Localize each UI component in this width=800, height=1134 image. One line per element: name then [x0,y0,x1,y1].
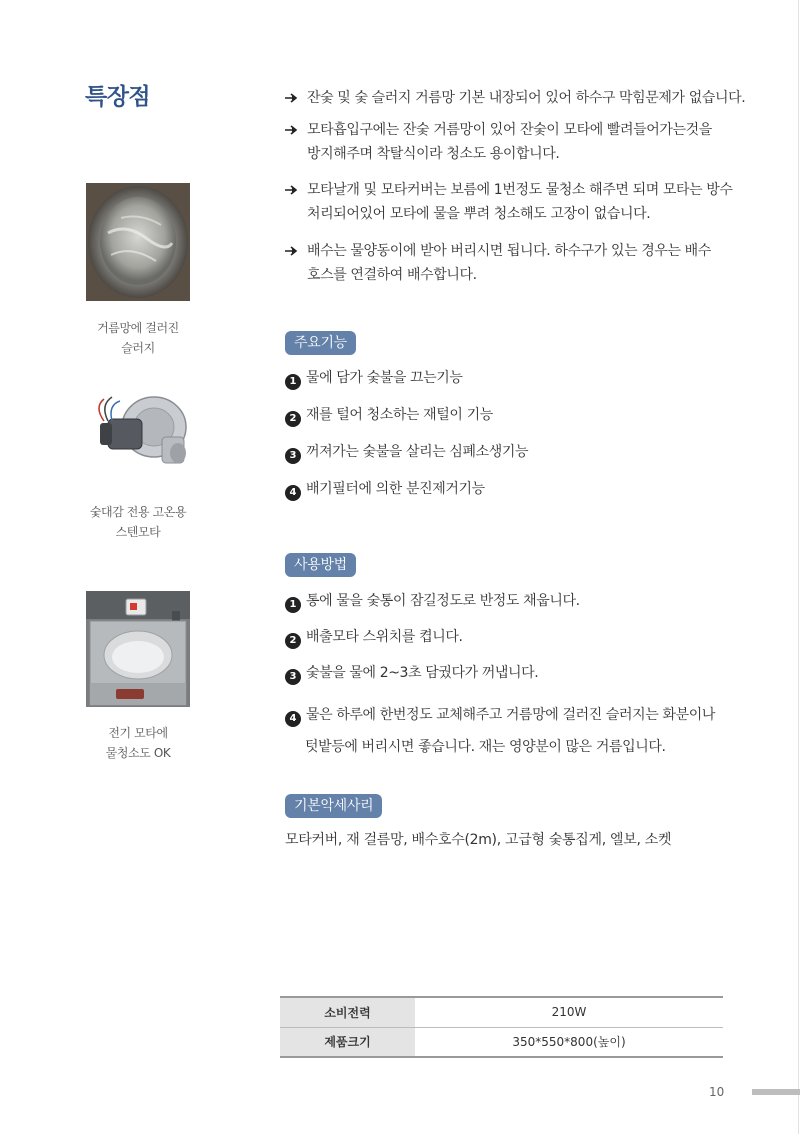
list-item: 1 통에 물을 숯통이 잠길정도로 반정도 채웁니다. [285,589,755,613]
number-badge: 1 [285,374,301,390]
spec-value: 350*550*800(높이) [415,1027,723,1057]
number-badge: 3 [285,669,301,685]
section-heading-main-functions: 주요기능 [285,331,356,355]
number-badge: 4 [285,711,301,727]
section-heading-usage: 사용방법 [285,553,356,577]
page-title: 특장점 [85,84,151,110]
feature-text: 방지해주며 착탈식이라 청소도 용이합니다. [307,146,560,162]
list-item: 3 꺼져가는 숯불을 살리는 심폐소생기능 [285,440,755,464]
feature-text: 처리되어있어 모타에 물을 뿌려 청소해도 고장이 없습니다. [307,206,651,222]
arrow-bullet-icon [283,90,299,106]
spec-key: 소비전력 [280,997,415,1027]
spec-table [280,996,723,1058]
number-badge: 2 [285,411,301,427]
feature-text: 배수는 물양동이에 받아 버리시면 됩니다. 하수구가 있는 경우는 배수 [307,243,711,259]
spec-value: 210W [415,997,723,1027]
page-number: 10 [709,1085,725,1099]
motor-photo [86,385,190,485]
arrow-bullet-icon [283,243,299,259]
water-tank-photo [86,591,190,707]
list-item: 2 재를 털어 청소하는 재털이 기능 [285,403,755,427]
feature-item [283,178,753,226]
feature-text: 잔숯 및 숯 슬러지 거름망 기본 내장되어 있어 하수구 막힘문제가 없습니다. [307,90,746,106]
accessories-text: 모타커버, 재 걸름망, 배수호수(2m), 고급형 숯통집게, 엘보, 소켓 [285,832,672,848]
feature-text: 호스를 연결하여 배수합니다. [307,267,477,283]
photo-caption: 전기 모타에 물청소도 OK [105,726,171,760]
arrow-bullet-icon [283,182,299,198]
table-row [280,997,723,1027]
number-badge: 4 [285,485,301,501]
number-badge: 3 [285,448,301,464]
table-row [280,1027,723,1057]
feature-item [283,118,753,166]
strainer-sludge-photo [86,183,190,301]
list-item: 1 물에 담가 숯불을 끄는기능 [285,366,755,390]
spec-key: 제품크기 [280,1027,415,1057]
photo-caption: 숯대감 전용 고온용 스텐모타 [89,505,187,539]
feature-item [283,86,753,110]
feature-item [283,239,753,287]
feature-text: 모타날개 및 모타커버는 보름에 1번정도 물청소 해주면 되며 모타는 방수 [307,182,733,198]
number-badge: 1 [285,597,301,613]
list-item: 4 배기필터에 의한 분진제거기능 [285,477,755,501]
number-badge: 2 [285,633,301,649]
list-item: 2 배출모타 스위치를 켭니다. [285,625,755,649]
arrow-bullet-icon [283,122,299,138]
feature-text: 모타흡입구에는 잔숯 거름망이 있어 잔숯이 모타에 빨려들어가는것을 [307,122,712,138]
photo-caption: 거름망에 걸러진 슬러지 [97,321,179,355]
section-heading-accessories: 기본악세사리 [285,794,382,818]
list-item: 3 숯불을 물에 2~3초 담궜다가 꺼냅니다. [285,661,755,685]
list-item: 4 물은 하루에 한번정도 교체해주고 거름망에 걸러진 슬러지는 화분이나 텃밭등에 버리시면 좋습니다. 재는 영양분이 많은 거름입니다. [285,699,755,763]
page-bar-decoration [752,1089,800,1095]
